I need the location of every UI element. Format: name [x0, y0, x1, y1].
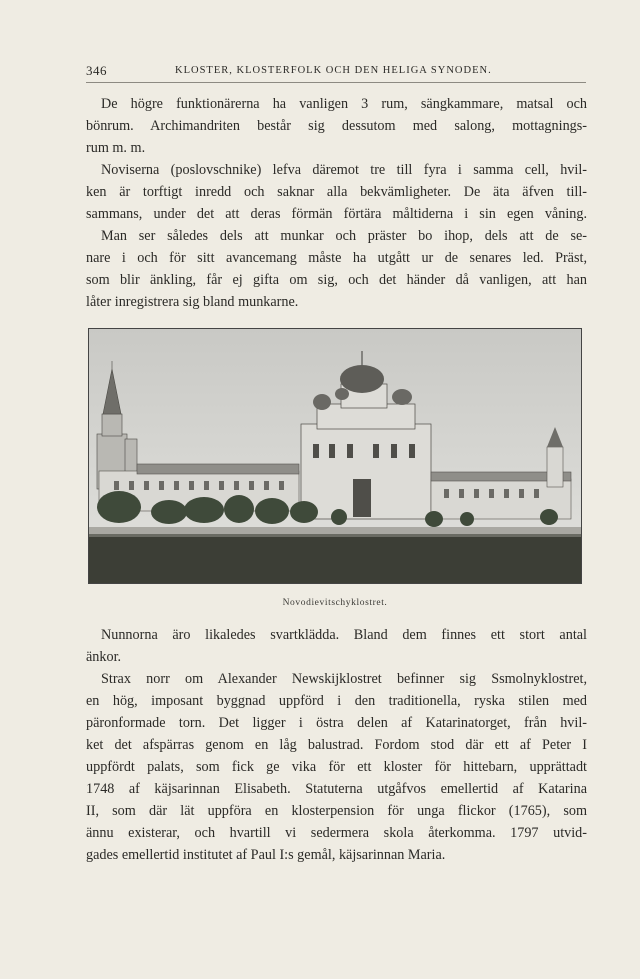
paragraph — [86, 668, 587, 866]
running-title: KLOSTER, KLOSTERFOLK OCH DEN HELIGA SYNODEN. — [175, 65, 492, 76]
page-header — [86, 63, 586, 81]
text-line: låter inregistrera sig bland munkarne. — [86, 294, 299, 310]
paragraph — [86, 225, 587, 313]
text-line: Man ser således dels att munkar och präster bo ihop, dels att de se- — [101, 228, 587, 244]
text-line: som blir änkling, får ej gifta om sig, och det händer då vanligen, att han — [86, 272, 587, 288]
text-line: uppfördt palats, som fick ge vika för ett kloster för hittebarn, upprättadt — [86, 759, 587, 775]
text-line: sammans, under det att deras förmän förtära måltiderna i sin egen våning. — [86, 206, 587, 222]
text-line: päronformade torn. Det ligger i östra delen af Katarinatorget, från hvil- — [86, 715, 587, 731]
text-line: ännu existerar, och hvartill vi sedermera skola återkomma. 1797 utvid- — [86, 825, 587, 841]
paragraph — [86, 624, 587, 668]
text-line: nare i och för sitt avancemang måste ha utgått ur de senares led. Präst, — [86, 250, 587, 266]
text-line: gades emellertid institutet af Paul I:s gemål, käjsarinnan Maria. — [86, 847, 446, 863]
text-line: Noviserna (poslovschnike) lefva däremot tre till fyra i samma cell, hvil- — [101, 162, 587, 178]
monastery-illustration — [89, 329, 581, 583]
text-line: II, som där lät uppföra en klosterpension för unga flickor (1765), som — [86, 803, 587, 819]
text-line: Strax norr om Alexander Newskijklostret befinner sig Ssmolnyklostret, — [101, 671, 587, 687]
body-text-bottom — [86, 624, 587, 866]
monastery-photograph — [88, 328, 582, 584]
text-line: ket det afspärras genom en låg balustrad. Fordom stod där ett af Peter I — [86, 737, 587, 753]
text-line: änkor. — [86, 649, 122, 665]
paragraph — [86, 93, 587, 159]
body-text-top — [86, 93, 587, 313]
text-line: bönrum. Archimandriten består sig dessutom med salong, mottagnings- — [86, 118, 587, 134]
text-line: De högre funktionärerna ha vanligen 3 rum, sängkammare, matsal och — [101, 96, 587, 112]
page-number: 346 — [86, 63, 107, 78]
text-line: ken är torftigt inredd och saknar alla bekvämligheter. De äta äfven till- — [86, 184, 587, 200]
text-line: en hög, imposant byggnad uppförd i den traditionella, ryska stilen med — [86, 693, 587, 709]
text-line: rum m. m. — [86, 140, 146, 156]
figure-caption: Novodievitschyklostret. — [282, 598, 388, 608]
text-line: 1748 af käjsarinnan Elisabeth. Statuterna utgåfvos emellertid af Katarina — [86, 781, 587, 797]
header-rule — [86, 82, 586, 83]
text-line: Nunnorna äro likaledes svartklädda. Bland dem finnes ett stort antal — [101, 627, 587, 643]
paragraph — [86, 159, 587, 225]
